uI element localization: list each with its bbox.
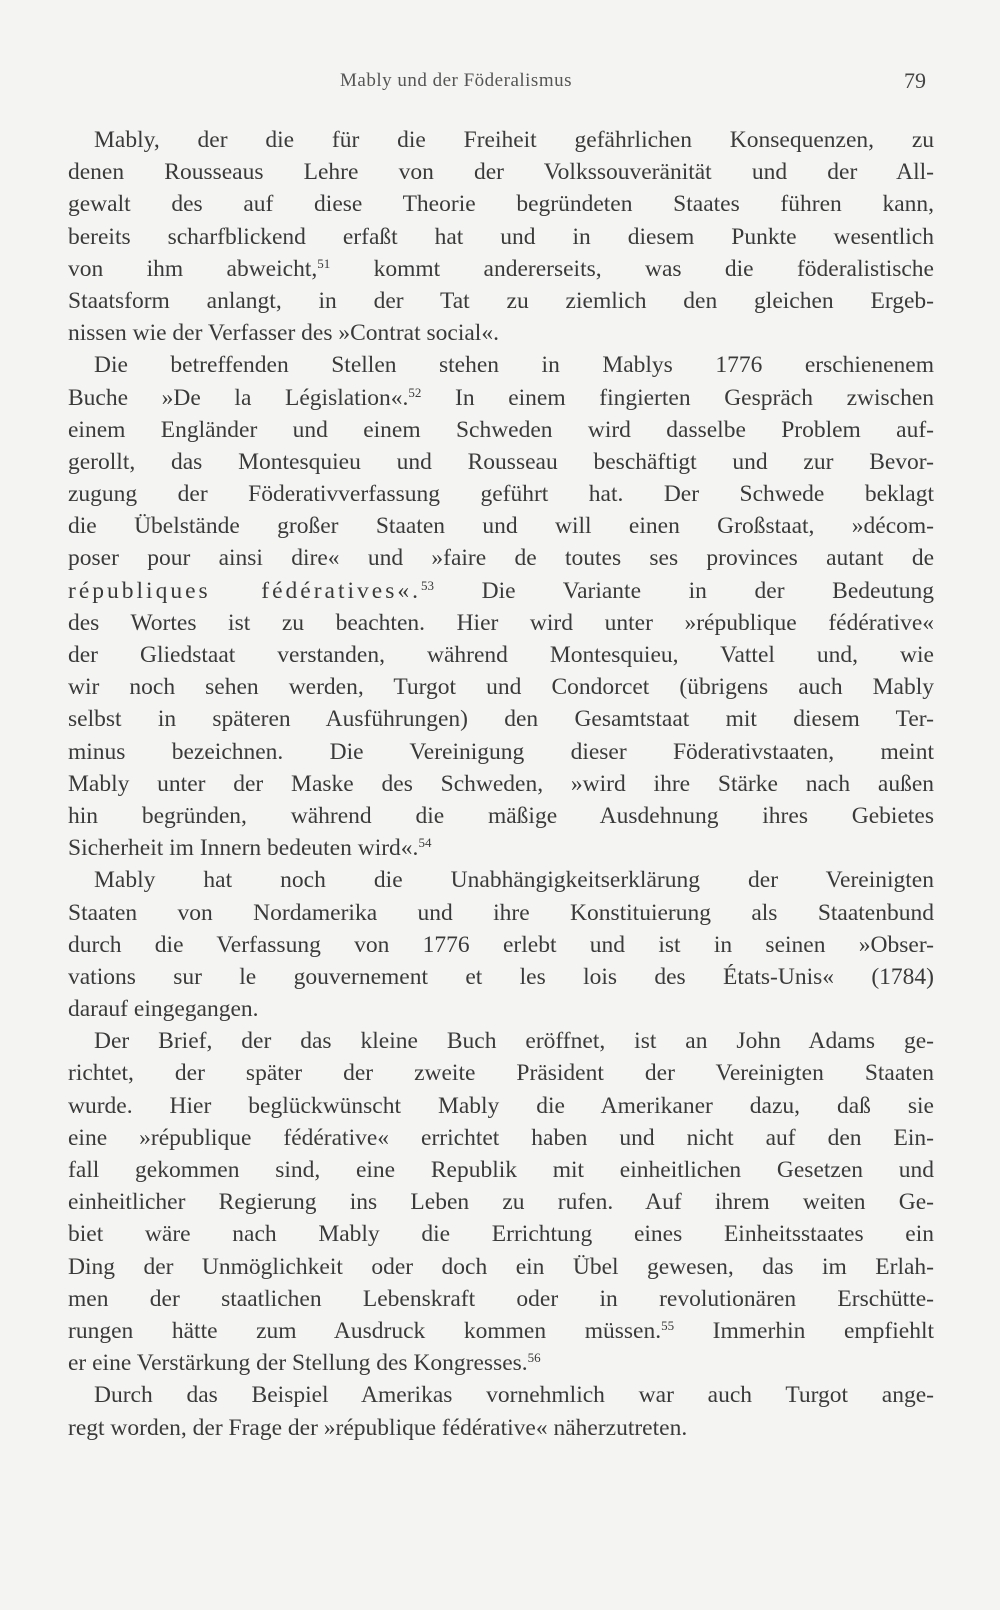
text-segment: Durch das Beispiel Amerikas vornehmlich war auch Turgot ange- bbox=[94, 1382, 934, 1409]
text-line bbox=[68, 446, 934, 478]
text-segment: Immerhin empfiehlt bbox=[674, 1317, 934, 1344]
text-line bbox=[68, 864, 934, 896]
text-segment: Buche »De la Législation«. bbox=[68, 384, 409, 411]
text-segment: er eine Verstärkung der Stellung des Kongresses. bbox=[68, 1350, 528, 1377]
text-line bbox=[68, 1154, 934, 1186]
text-line bbox=[68, 671, 934, 703]
footnote-reference: 53 bbox=[420, 577, 434, 593]
text-segment: der Gliedstaat verstanden, während Montesquieu, Vattel und, wie bbox=[68, 642, 934, 668]
text-segment: wurde. Hier beglückwünscht Mably die Amerikaner dazu, daß sie bbox=[68, 1092, 934, 1119]
text-segment: regt worden, der Frage der »république fédérative« näherzutreten. bbox=[68, 1414, 688, 1441]
text-segment: einheitlicher Regierung ins Leben zu rufen. Auf ihrem weiten Ge- bbox=[68, 1189, 934, 1216]
text-segment: Ding der Unmöglichkeit oder doch ein Übel gewesen, das im Erlah- bbox=[68, 1253, 934, 1280]
text-line bbox=[68, 993, 934, 1025]
paragraph bbox=[68, 864, 934, 1025]
text-line bbox=[68, 478, 934, 510]
paragraph bbox=[68, 1025, 934, 1379]
text-line bbox=[68, 800, 934, 832]
text-segment: rungen hätte zum Ausdruck kommen müssen. bbox=[68, 1317, 662, 1344]
text-line bbox=[68, 961, 934, 993]
text-segment: républiques fédératives«. bbox=[68, 577, 421, 604]
text-line bbox=[68, 1122, 934, 1154]
text-segment: einem Engländer und einem Schweden wird dasselbe Problem auf- bbox=[68, 416, 934, 443]
text-segment: von ihm abweicht, bbox=[68, 255, 318, 282]
footnote-reference: 54 bbox=[418, 835, 432, 851]
text-line bbox=[68, 317, 934, 349]
text-line bbox=[68, 1412, 934, 1444]
text-segment: hin begründen, während die mäßige Ausdehnung ihres Gebietes bbox=[68, 802, 934, 829]
text-segment: fall gekommen sind, eine Republik mit einheitlichen Gesetzen und bbox=[68, 1157, 934, 1183]
text-line bbox=[68, 1186, 934, 1218]
text-line bbox=[68, 1025, 934, 1057]
text-line bbox=[68, 768, 934, 800]
text-line bbox=[68, 1057, 934, 1089]
text-segment: gewalt des auf diese Theorie begründeten Staates führen kann, bbox=[68, 191, 934, 218]
text-line bbox=[68, 1090, 934, 1122]
paragraph bbox=[68, 124, 934, 349]
text-line bbox=[68, 510, 934, 542]
paragraph bbox=[68, 349, 934, 864]
text-segment: denen Rousseaus Lehre von der Volkssouveränität und der All- bbox=[68, 159, 934, 186]
text-segment: wir noch sehen werden, Turgot und Condorcet (übrigens auch Mably bbox=[68, 674, 934, 701]
body-text bbox=[68, 124, 934, 1444]
text-line bbox=[68, 1315, 934, 1347]
text-segment: bereits scharfblickend erfaßt hat und in diesem Punkte wesentlich bbox=[68, 223, 934, 250]
text-segment: Sicherheit im Innern bedeuten wird«. bbox=[68, 835, 419, 862]
text-segment: minus bezeichnen. Die Vereinigung dieser Föderativstaaten, meint bbox=[68, 738, 934, 765]
footnote-reference: 51 bbox=[317, 255, 331, 271]
text-line bbox=[68, 897, 934, 929]
text-segment: eine »république fédérative« errichtet haben und nicht auf den Ein- bbox=[68, 1124, 934, 1151]
text-line bbox=[68, 639, 934, 671]
text-segment: vations sur le gouvernement et les lois des États-Unis« (1784) bbox=[68, 963, 934, 990]
text-line bbox=[68, 1347, 934, 1379]
text-segment: biet wäre nach Mably die Errichtung eines Einheitsstaates ein bbox=[68, 1221, 934, 1248]
text-line bbox=[68, 156, 934, 188]
page-number: 79 bbox=[904, 68, 926, 93]
text-line bbox=[68, 832, 934, 864]
text-segment: Die betreffenden Stellen stehen in Mablys 1776 erschienenem bbox=[94, 352, 934, 379]
text-line bbox=[68, 929, 934, 961]
text-line bbox=[68, 1251, 934, 1283]
text-line bbox=[68, 607, 934, 639]
text-segment: durch die Verfassung von 1776 erlebt und ist in seinen »Obser- bbox=[68, 931, 934, 958]
text-segment: In einem fingierten Gespräch zwischen bbox=[421, 384, 935, 411]
footnote-reference: 55 bbox=[661, 1317, 675, 1333]
text-segment: darauf eingegangen. bbox=[68, 996, 259, 1023]
footnote-reference: 56 bbox=[527, 1350, 541, 1366]
running-head: Mably und der Föderalismus bbox=[340, 70, 573, 91]
paragraph bbox=[68, 1379, 934, 1443]
text-line bbox=[68, 736, 934, 768]
text-segment: Die Variante in der Bedeutung bbox=[433, 577, 934, 604]
footnote-reference: 52 bbox=[408, 384, 422, 400]
text-segment: des Wortes ist zu beachten. Hier wird unter »république fédérative« bbox=[68, 609, 934, 636]
text-segment: nissen wie der Verfasser des »Contrat social«. bbox=[68, 320, 499, 347]
text-segment: Mably hat noch die Unabhängigkeitserklärung der Vereinigten bbox=[94, 867, 934, 894]
text-segment: zugung der Föderativverfassung geführt hat. Der Schwede beklagt bbox=[68, 481, 934, 508]
text-line bbox=[68, 382, 934, 414]
text-segment: richtet, der später der zweite Präsident der Vereinigten Staaten bbox=[68, 1060, 934, 1087]
text-line bbox=[68, 285, 934, 317]
text-line bbox=[68, 575, 934, 607]
text-segment: men der staatlichen Lebenskraft oder in revolutionären Erschütte- bbox=[68, 1285, 934, 1312]
text-segment: selbst in späteren Ausführungen) den Gesamtstaat mit diesem Ter- bbox=[68, 706, 934, 733]
text-segment: poser pour ainsi dire« und »faire de toutes ses provinces autant de bbox=[68, 545, 934, 572]
text-segment: Mably, der die für die Freiheit gefährlichen Konsequenzen, zu bbox=[94, 127, 934, 153]
text-segment: Mably unter der Maske des Schweden, »wird ihre Stärke nach außen bbox=[68, 770, 934, 797]
text-segment: gerollt, das Montesquieu und Rousseau beschäftigt und zur Bevor- bbox=[68, 448, 934, 475]
text-segment: Staatsform anlangt, in der Tat zu ziemlich den gleichen Ergeb- bbox=[68, 287, 934, 314]
text-line bbox=[68, 1283, 934, 1315]
text-line bbox=[68, 703, 934, 735]
text-segment: die Übelstände großer Staaten und will einen Großstaat, »décom- bbox=[68, 513, 934, 540]
text-line bbox=[68, 221, 934, 253]
text-segment: Der Brief, der das kleine Buch eröffnet, ist an John Adams ge- bbox=[94, 1028, 934, 1055]
text-line bbox=[68, 253, 934, 285]
text-line bbox=[68, 188, 934, 220]
text-segment: kommt andererseits, was die föderalistische bbox=[330, 255, 934, 282]
text-line bbox=[68, 124, 934, 156]
text-line bbox=[68, 414, 934, 446]
text-line bbox=[68, 349, 934, 381]
text-line bbox=[68, 542, 934, 574]
text-segment: Staaten von Nordamerika und ihre Konstituierung als Staatenbund bbox=[68, 899, 934, 926]
text-line bbox=[68, 1218, 934, 1250]
text-line bbox=[68, 1379, 934, 1411]
